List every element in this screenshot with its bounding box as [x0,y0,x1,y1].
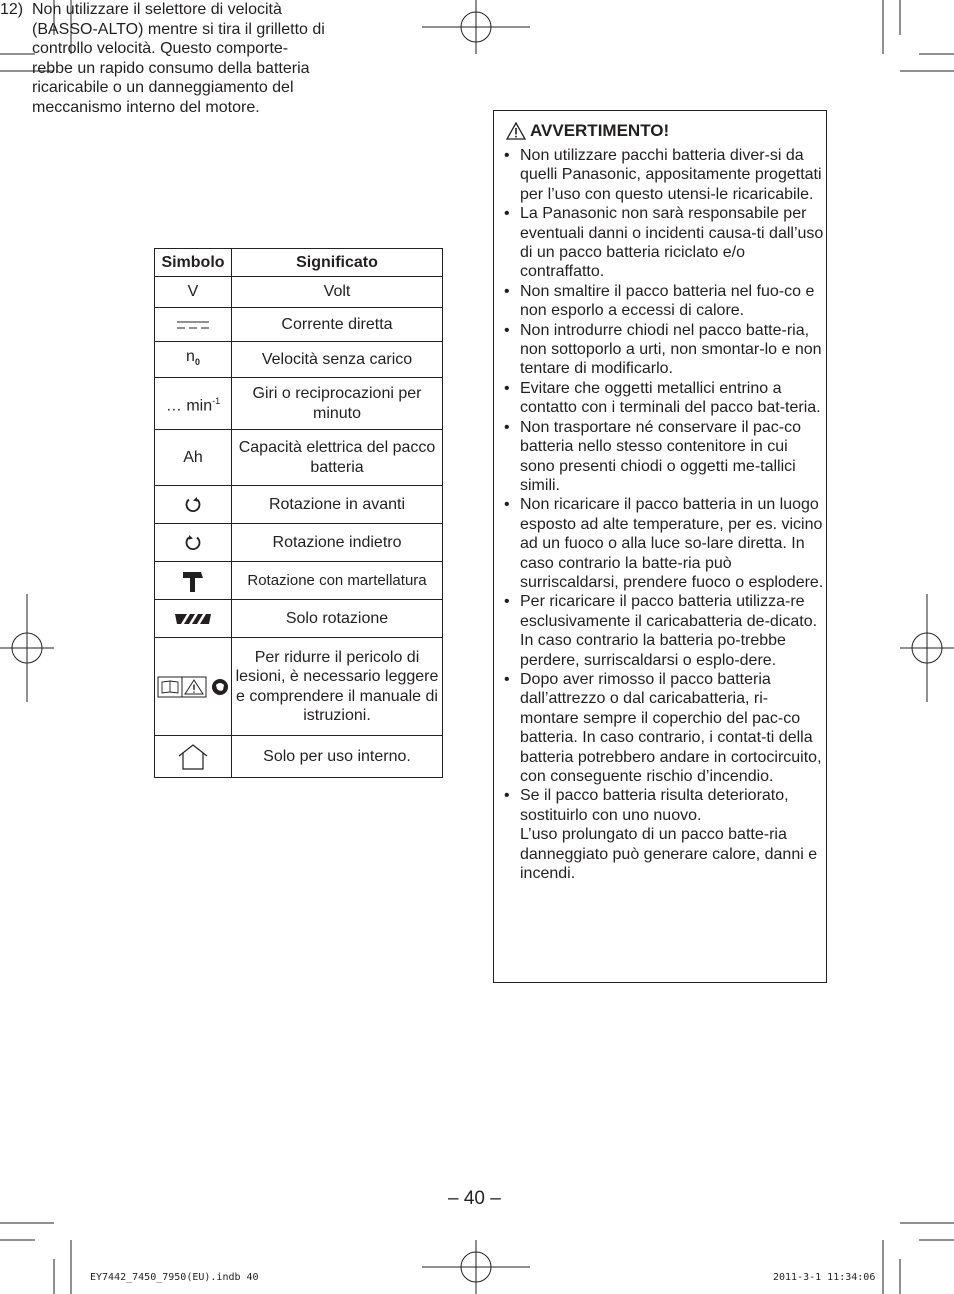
symbol-cell [155,378,232,430]
table-row [155,378,443,430]
house-icon [177,743,209,771]
list-item-text: Non introdurre chiodi nel pacco batte-ria, non sottoporlo a urti, non smontar-lo e non tentare di modificarlo. [520,321,822,378]
table-row [155,736,443,778]
symbol-cell [155,308,232,342]
meaning-cell: Rotazione con martellatura [232,562,443,600]
list-item-text: Non smaltire il pacco batteria nel fuo-co e non esporlo a eccessi di calore. [520,282,815,320]
symbol-cell [155,486,232,524]
symbol-cell [155,342,232,378]
table-row [155,486,443,524]
list-item [504,379,824,418]
table-row [155,600,443,638]
warning-list [504,146,824,883]
bullet: • [504,787,510,805]
drill-rotation-icon [175,612,211,626]
table-row [155,308,443,342]
instruction-text: Non utilizzare il selettore di velocità (BASSO-ALTO) mentre si tira il grilletto di controllo velocità. Questo comporte-rebbe un rapido consumo della batteria ricaricabile o un danneggiamento del meccanismo interno del motore. [32,1,325,116]
symbol-cell [155,524,232,562]
bullet: • [504,282,510,300]
table-header-row [155,249,443,277]
meaning-cell: Velocità senza carico [232,342,443,378]
list-item-text: Evitare che oggetti metallici entrino a contatto con i terminali del pacco bat-teria. [520,379,821,417]
reverse-rotation-icon [184,534,202,552]
meaning-cell: Solo per uso interno. [232,736,443,778]
list-item [504,146,824,204]
warning-note: L’uso prolungato di un pacco batte-ria danneggiato può generare calore, danni e incendi. [520,826,818,883]
list-item-text: Non ricaricare il pacco batteria in un luogo esposto ad alte temperature, per es. vicino ad un fuoco o alla luce so-lare diretta. In caso contrario la batte-ria può surriscaldarsi, prendere fuoco o esplodere. [520,496,824,591]
list-item [504,418,824,496]
warning-title [506,121,669,141]
list-item-text: Se il pacco batteria risulta deteriorato, sostituirlo con uno nuovo. [520,787,789,824]
list-item [504,321,824,379]
bullet: • [504,379,510,397]
list-item [504,495,824,592]
bullet: • [504,593,510,611]
symbol-cell: V [155,277,232,308]
table-row [155,342,443,378]
list-item [504,282,824,321]
meaning-cell: Rotazione indietro [232,524,443,562]
symbol-table [154,248,443,778]
warning-title-text: AVVERTIMENTO! [530,121,670,140]
table-row [155,562,443,600]
table-row [155,277,443,308]
bullet: • [504,418,510,436]
list-item [504,786,824,825]
meaning-cell: Solo rotazione [232,600,443,638]
footer-file: EY7442_7450_7950(EU).indb 40 [90,1272,259,1283]
meaning-cell: Corrente diretta [232,308,443,342]
table-row [155,430,443,486]
list-item [504,204,824,282]
symbol-cell: Ah [155,430,232,486]
bullet: • [504,496,510,514]
list-item-text: Non utilizzare pacchi batteria diver-si da quelli Panasonic, appositamente progettati per l’uso con questo utensi-le ricaricabile. [520,147,822,203]
meaning-cell: Capacità elettrica del pacco batteria [232,430,443,486]
meaning-cell: Rotazione in avanti [232,486,443,524]
hammer-icon [181,569,205,593]
direct-current-icon [176,320,210,330]
meaning-cell: Per ridurre il pericolo di lesioni, è necessario leggere e comprendere il manuale di istruzioni. [232,638,443,736]
list-item [504,670,824,786]
symbol-cell [155,562,232,600]
warning-triangle-icon [506,122,526,140]
bullet: • [504,205,510,223]
bullet: • [504,147,510,164]
header-meaning: Significato [232,249,443,277]
symbol-cell [155,600,232,638]
instruction-number: 12) [0,1,24,18]
symbol-text: n [186,347,195,365]
symbol-cell [155,736,232,778]
symbol-cell [155,638,232,736]
symbol-superscript: -1 [212,395,221,406]
meaning-cell: Giri o reciprocazioni per minuto [232,378,443,430]
list-item-text: Per ricaricare il pacco batteria utilizza-re esclusivamente il caricabatteria de-dicato. In caso contrario la batteria po-trebbe perdere, surriscaldarsi o esplo-dere. [520,593,818,669]
symbol-subscript: 0 [194,356,200,367]
list-item-text: Dopo aver rimosso il pacco batteria dall’attrezzo o dal caricabatteria, ri-montare sempre il coperchio del pac-co batteria. In caso contrario, i contat-ti della batteria potrebbero andare in cortocircuito, con conseguente rischio d’incendio. [520,670,822,785]
table-row [155,638,443,736]
meaning-cell: Volt [232,277,443,308]
bullet: • [504,321,510,339]
forward-rotation-icon [184,496,202,514]
symbol-text: … min [165,396,213,414]
bullet: • [504,670,510,688]
page-number: – 40 – [448,1188,501,1209]
list-item-text: La Panasonic non sarà responsabile per eventuali danni o incidenti causa-ti dall’uso di un pacco batteria riciclato e/o contraffatto. [520,205,824,281]
list-item [504,592,824,670]
read-manual-warning-icons [157,676,229,698]
footer-date: 2011-3-1 11:34:06 [773,1272,876,1283]
warning-box [493,110,827,983]
table-row [155,524,443,562]
list-item-text: Non trasportare né conservare il pac-co batteria nello stesso contenitore in cui sono presenti chiodi o oggetti me-tallici simili. [520,418,802,494]
header-symbol: Simbolo [155,249,232,277]
